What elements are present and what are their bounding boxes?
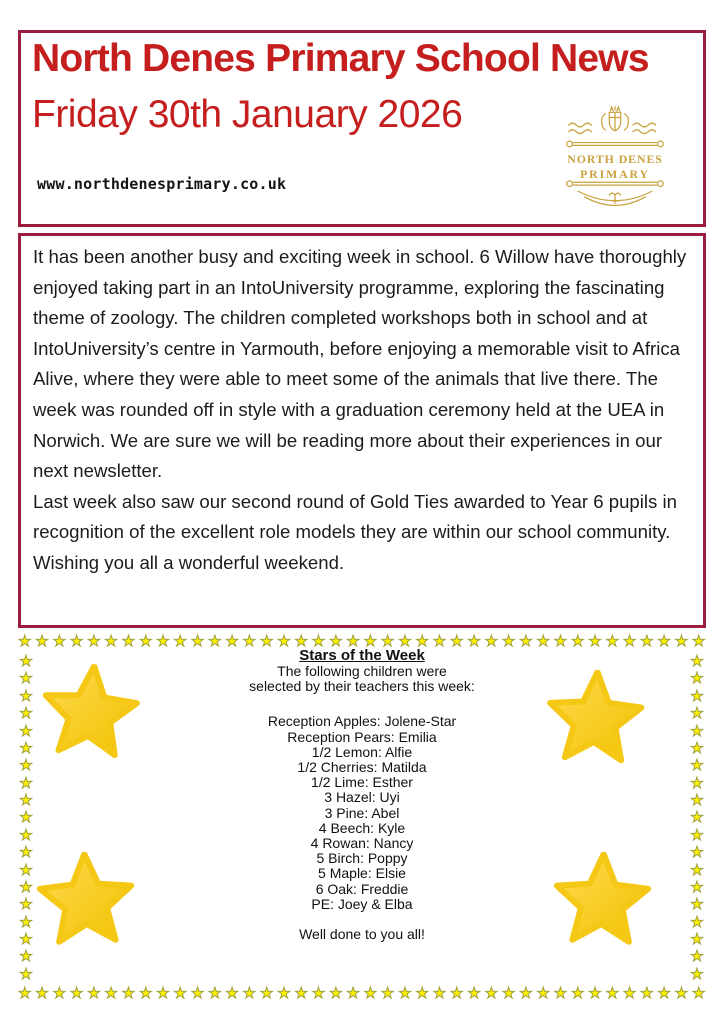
border-star-icon: ★ — [52, 633, 67, 650]
border-star-icon: ★ — [690, 722, 704, 740]
border-star-icon: ★ — [225, 985, 239, 1002]
border-star-icon: ★ — [19, 826, 33, 844]
border-star-icon: ★ — [398, 985, 412, 1002]
border-star-icon: ★ — [553, 985, 568, 1002]
border-star-icon: ★ — [674, 633, 689, 650]
border-star-icon: ★ — [690, 861, 704, 879]
border-star-icon: ★ — [311, 633, 326, 650]
border-star-icon: ★ — [19, 757, 33, 775]
border-star-icon: ★ — [640, 633, 654, 650]
border-star-icon: ★ — [690, 878, 704, 896]
border-star-icon: ★ — [690, 774, 704, 792]
border-star-icon: ★ — [363, 633, 378, 650]
border-star-icon: ★ — [259, 985, 274, 1002]
star-entry: 3 Pine: Abel — [324, 804, 400, 821]
border-star-icon: ★ — [294, 985, 308, 1002]
border-star-icon: ★ — [19, 809, 33, 827]
border-star-icon: ★ — [19, 739, 33, 757]
border-star-icon: ★ — [691, 633, 706, 650]
border-star-icon: ★ — [19, 653, 33, 670]
border-star-icon: ★ — [690, 670, 704, 688]
article-paragraph: Wishing you all a wonderful weekend. — [33, 551, 345, 573]
border-star-icon: ★ — [432, 985, 447, 1002]
border-star-icon: ★ — [19, 844, 33, 862]
border-star-icon: ★ — [104, 985, 118, 1002]
border-star-icon: ★ — [242, 985, 257, 1002]
border-star-icon: ★ — [121, 633, 136, 650]
border-star-icon: ★ — [19, 948, 33, 966]
border-star-icon: ★ — [605, 985, 620, 1002]
border-star-icon: ★ — [52, 985, 67, 1002]
border-star-icon: ★ — [588, 633, 602, 650]
stars-intro-line: selected by their teachers this week: — [249, 678, 475, 695]
border-star-icon: ★ — [674, 985, 689, 1002]
stars-of-the-week-section — [0, 630, 724, 1024]
star-entry: 6 Oak: Freddie — [315, 880, 409, 897]
border-star-icon: ★ — [690, 931, 704, 948]
border-star-icon: ★ — [605, 633, 620, 650]
border-star-icon: ★ — [346, 633, 360, 650]
logo-school-type: Primary — [580, 167, 650, 182]
border-star-icon: ★ — [415, 985, 429, 1002]
border-star-icon: ★ — [19, 896, 33, 914]
border-star-icon: ★ — [690, 844, 704, 862]
border-star-icon: ★ — [571, 633, 585, 650]
border-star-icon: ★ — [121, 985, 136, 1002]
star-entry: Reception Pears: Emilia — [287, 728, 437, 745]
border-star-icon: ★ — [380, 985, 395, 1002]
border-star-icon: ★ — [519, 633, 533, 650]
star-border-right — [689, 654, 705, 982]
border-star-icon: ★ — [242, 633, 257, 650]
border-star-icon: ★ — [519, 985, 533, 1002]
border-star-icon: ★ — [690, 792, 704, 809]
border-star-icon: ★ — [640, 985, 654, 1002]
border-star-icon: ★ — [536, 985, 550, 1002]
header-box — [18, 30, 706, 227]
border-star-icon: ★ — [277, 985, 291, 1002]
border-star-icon: ★ — [19, 670, 33, 688]
border-star-icon: ★ — [657, 985, 671, 1002]
border-star-icon: ★ — [690, 826, 704, 844]
border-star-icon: ★ — [690, 809, 704, 827]
border-star-icon: ★ — [690, 757, 704, 775]
newsletter-date: Friday 30th January 2026 — [32, 93, 463, 136]
border-star-icon: ★ — [19, 861, 33, 879]
border-star-icon: ★ — [18, 633, 32, 650]
border-star-icon: ★ — [690, 705, 704, 723]
border-star-icon: ★ — [138, 985, 153, 1002]
stars-content — [162, 648, 562, 942]
border-star-icon: ★ — [691, 985, 706, 1002]
school-logo — [563, 101, 667, 221]
big-star-icon — [34, 850, 137, 953]
star-border-bottom — [18, 986, 706, 1001]
border-star-icon: ★ — [450, 985, 464, 1002]
border-star-icon: ★ — [277, 633, 291, 650]
border-star-icon: ★ — [87, 985, 101, 1002]
border-star-icon: ★ — [190, 633, 205, 650]
border-star-icon: ★ — [690, 739, 704, 757]
border-star-icon: ★ — [484, 633, 499, 650]
star-entry: 5 Maple: Elsie — [318, 865, 406, 882]
border-star-icon: ★ — [690, 653, 704, 670]
border-star-icon: ★ — [19, 965, 33, 983]
border-star-icon: ★ — [536, 633, 550, 650]
border-star-icon: ★ — [467, 633, 481, 650]
star-entry: 1/2 Cherries: Matilda — [297, 759, 427, 776]
border-star-icon: ★ — [208, 985, 222, 1002]
border-star-icon: ★ — [19, 913, 33, 931]
border-star-icon: ★ — [190, 985, 205, 1002]
border-star-icon: ★ — [588, 985, 602, 1002]
border-star-icon: ★ — [690, 948, 704, 966]
border-star-icon: ★ — [398, 633, 412, 650]
star-entry: 1/2 Lime: Esther — [311, 774, 413, 791]
border-star-icon: ★ — [173, 985, 187, 1002]
border-star-icon: ★ — [690, 896, 704, 914]
border-star-icon: ★ — [225, 633, 239, 650]
stars-entries — [162, 714, 562, 912]
article-paragraph: Last week also saw our second round of Gold Ties awarded to Year 6 pupils in recognition of the excellent role models they are within our school community. — [33, 490, 677, 543]
border-star-icon: ★ — [87, 633, 101, 650]
article-paragraph: It has been another busy and exciting week in school. 6 Willow have thoroughly enjoyed taking part in an IntoUniversity programme, exploring the fascinating theme of zoology. The children completed workshops both in school and at IntoUniversity’s centre in Yarmouth, before enjoying a memorable visit to Africa Alive, where they were able to meet some of the animals that live there. The week was rounded off in style with a graduation ceremony held at the UEA in Norwich. We are sure we will be reading more about their experiences in our next newsletter. — [33, 246, 687, 482]
border-star-icon: ★ — [571, 985, 585, 1002]
border-star-icon: ★ — [138, 633, 153, 650]
website-url: www.northdenesprimary.co.uk — [37, 175, 287, 193]
border-star-icon: ★ — [311, 985, 326, 1002]
border-star-icon: ★ — [208, 633, 222, 650]
border-star-icon: ★ — [657, 633, 671, 650]
border-star-icon: ★ — [294, 633, 308, 650]
border-star-icon: ★ — [484, 985, 499, 1002]
border-star-icon: ★ — [380, 633, 395, 650]
border-star-icon: ★ — [690, 687, 704, 705]
border-star-icon: ★ — [346, 985, 360, 1002]
border-star-icon: ★ — [19, 931, 33, 948]
border-star-icon: ★ — [329, 633, 343, 650]
border-star-icon: ★ — [104, 633, 118, 650]
stars-title: Stars of the Week — [299, 647, 425, 664]
star-entry: PE: Joey & Elba — [311, 895, 413, 912]
weekly-news-box — [18, 233, 706, 628]
border-star-icon: ★ — [329, 985, 343, 1002]
border-star-icon: ★ — [35, 985, 49, 1002]
star-entry: Reception Apples: Jolene-Star — [267, 713, 457, 730]
star-entry: 1/2 Lemon: Alfie — [311, 743, 413, 760]
border-star-icon: ★ — [690, 965, 704, 983]
stars-intro-line: The following children were — [277, 663, 447, 679]
star-entry: 4 Beech: Kyle — [318, 819, 406, 836]
border-star-icon: ★ — [415, 633, 429, 650]
border-star-icon: ★ — [622, 633, 637, 650]
border-star-icon: ★ — [156, 633, 170, 650]
border-star-icon: ★ — [259, 633, 274, 650]
star-border-left — [18, 654, 34, 982]
border-star-icon: ★ — [690, 913, 704, 931]
border-star-icon: ★ — [19, 792, 33, 809]
big-star-icon — [550, 850, 653, 953]
border-star-icon: ★ — [19, 722, 33, 740]
border-star-icon: ★ — [363, 985, 378, 1002]
border-star-icon: ★ — [156, 985, 170, 1002]
border-star-icon: ★ — [432, 633, 447, 650]
border-star-icon: ★ — [69, 985, 84, 1002]
border-star-icon: ★ — [69, 633, 84, 650]
border-star-icon: ★ — [18, 985, 32, 1002]
border-star-icon: ★ — [450, 633, 464, 650]
big-star-icon — [36, 660, 144, 768]
border-star-icon: ★ — [19, 774, 33, 792]
border-star-icon: ★ — [19, 705, 33, 723]
star-entry: 4 Rowan: Nancy — [310, 835, 414, 852]
border-star-icon: ★ — [35, 633, 49, 650]
border-star-icon: ★ — [19, 687, 33, 705]
star-entry: 3 Hazel: Uyi — [324, 789, 400, 806]
border-star-icon: ★ — [467, 985, 481, 1002]
newsletter-title: North Denes Primary School News — [32, 37, 649, 80]
border-star-icon: ★ — [501, 633, 516, 650]
border-star-icon: ★ — [19, 878, 33, 896]
border-star-icon: ★ — [622, 985, 637, 1002]
star-entry: 5 Birch: Poppy — [316, 850, 408, 867]
logo-school-name: North Denes — [567, 151, 663, 166]
border-star-icon: ★ — [173, 633, 187, 650]
stars-closing: Well done to you all! — [299, 926, 425, 943]
border-star-icon: ★ — [501, 985, 516, 1002]
border-star-icon: ★ — [553, 633, 568, 650]
